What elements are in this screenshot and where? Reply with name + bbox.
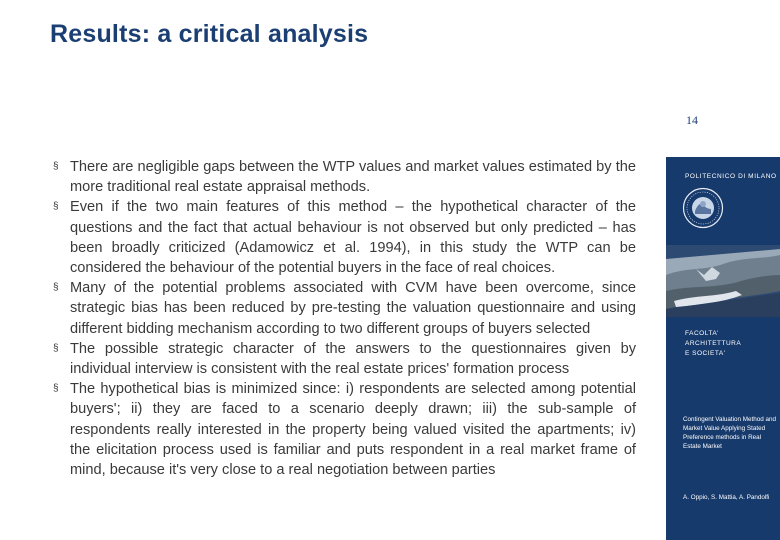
bullet-item xyxy=(52,278,636,339)
bullet-item xyxy=(52,379,636,480)
authors: A. Oppio, S. Mattia, A. Pandolfi xyxy=(683,494,770,501)
page-number: 14 xyxy=(686,113,698,127)
bullet-item xyxy=(52,197,636,278)
landscape-photo xyxy=(666,245,780,317)
sidebar xyxy=(666,157,780,540)
bullet-list xyxy=(52,157,636,480)
faculty-label: FACOLTA' ARCHITETTURA E SOCIETA' xyxy=(685,330,742,357)
bullet-text: There are negligible gaps between the WTP values and market values estimated by the more traditional real estate appraisal methods. xyxy=(70,159,636,196)
bullet-text: Even if the two main features of this method – the hypothetical character of the questions and the fact that actual behaviour is not observed but only predicted – has been broadly criticized (Adamowicz et al. 1994), in this study the WTP can be considered the behaviour of the potential buyers in the face of real choices. xyxy=(70,199,636,277)
bullet-marker: § xyxy=(53,342,59,354)
institution-name: POLITECNICO DI MILANO xyxy=(685,173,777,180)
bullet-marker: § xyxy=(53,282,59,294)
bullet-marker: § xyxy=(53,383,59,395)
seal-icon xyxy=(682,187,724,229)
bullet-item xyxy=(52,339,636,379)
bullet-text: The hypothetical bias is minimized since: i) respondents are selected among potential buyers'; ii) they are faced to a scenario deeply drawn; iii) the sub-sample of respondents really interested in the property being valued visited the apartments; iv) the elicitation process used is familiar and puts respondent in a real market frame of mind, because it's very close to a real negotiation between parties xyxy=(70,381,636,479)
bullet-marker: § xyxy=(53,201,59,213)
bullet-text: The possible strategic character of the answers to the questionnaires given by individual interview is consistent with the real estate prices' formation process xyxy=(70,340,636,378)
bullet-text: Many of the potential problems associated with CVM have been overcome, since strategic bias has been reduced by pre-testing the valuation questionnaire and using different bidding mechanism according to two different groups of buyers selected xyxy=(70,280,636,337)
presentation-subtitle: Contingent Valuation Method and Market Value Applying Stated Preference methods in Real Estate Market xyxy=(683,416,777,450)
bullet-item xyxy=(52,157,636,197)
slide-title: Results: a critical analysis xyxy=(50,20,369,48)
bullet-marker: § xyxy=(53,161,59,172)
